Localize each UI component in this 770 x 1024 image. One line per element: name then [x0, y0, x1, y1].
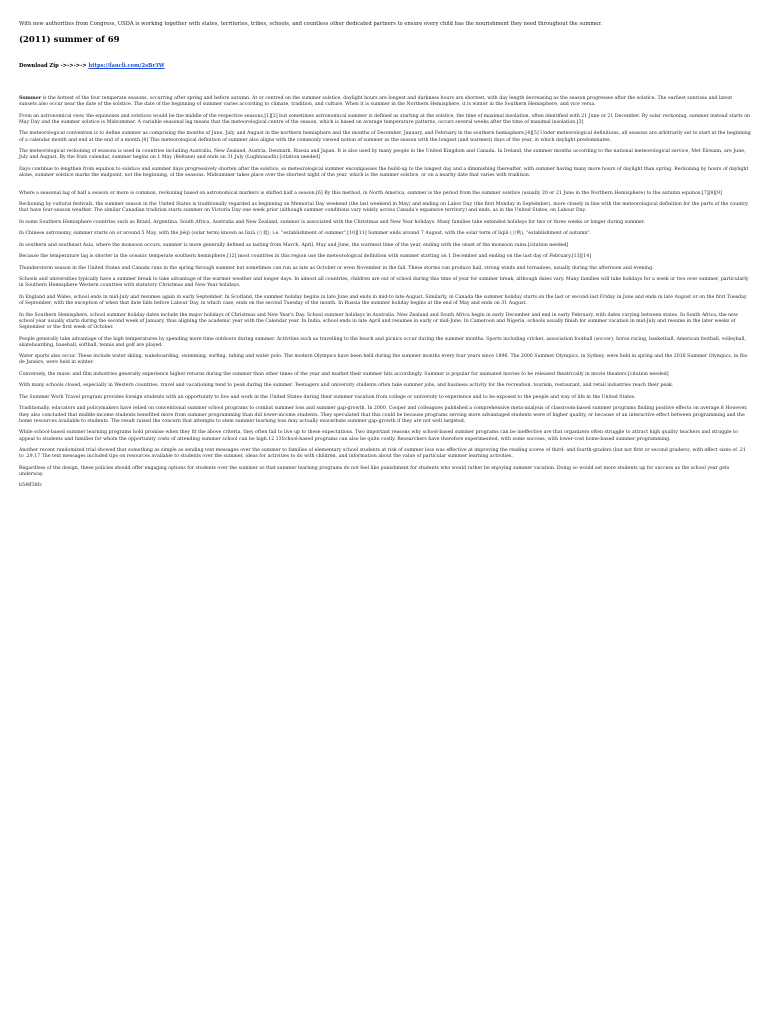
body-paragraph: Thunderstorm season in the United States and Canada runs in the spring through summer but sometimes can run as late as October or even November in the fall. These storms can produce hail, strong winds and tornadoes, usually during the afternoon and evening. — [19, 265, 654, 271]
paragraph-group-b — [19, 191, 751, 479]
hash-text: b54ff38fc — [19, 483, 43, 489]
intro-text: With new authorities from Congress, USDA is working together with states, territories, tribes, schools, and countless other dedicated partners to ensure every child has the nourishment they need throughout the summer. — [19, 21, 602, 27]
page-title: (2011) summer of 69 — [19, 35, 120, 45]
body-paragraph: Because the temperature lag is shorter in the oceanic temperate southern hemisphere,[12] most countries in this region use the meteorological definition with summer starting on 1 December and ending on the last day of February.[13][14] — [19, 254, 592, 260]
body-paragraph: While school-based summer learning programs hold promise when they fit the above criteria, they often fail to live up to these expectations. Two important reasons why school-based summer programs can be ineffective are that organizers often struggle to attract high quality teachers and struggle to appeal to students and families for whom the opportunity costs of attending summer school can be high.12 13School-based programs can also be quite costly. Researchers have therefore experimented, with some success, with lower-cost home-based summer programming. — [19, 430, 738, 442]
body-paragraph: In England and Wales, school ends in mid-July and resumes again in early September. In Scotland, the summer holiday begins in late June and ends in mid-to late-August. Similarly, in Canada the summer holiday starts on the last or second-last Friday in June and ends in late August or on the first Tuesday of September, with the exception of when that date falls before Labour Day, in which case, ends on the second Tuesday of the month. In Russia the summer holiday begins at the end of May and ends on 31 August. — [19, 294, 747, 307]
body-paragraph: Days continue to lengthen from equinox to solstice and summer days progressively shorten after the solstice, so meteorological summer encompasses the build-up to the longest day and a diminishing thereafter, with summer having many more hours of daylight than spring. Reckoning by hours of daylight alone, summer solstice marks the midpoint, not the beginning, of the seasons. Midsummer takes place over the shortest night of the year, which is the summer solstice, or on a nearby date that varies with tradition. — [19, 166, 749, 179]
summer-intro-paragraph — [19, 96, 751, 108]
body-paragraph: Where a seasonal lag of half a season or more is common, reckoning based on astronomical markers is shifted half a season.[6] By this method, in North America, summer is the period from the summer solstice (usually 20 or 21 June in the Northern Hemisphere) to the autumn equinox.[7][8][9] — [19, 190, 722, 196]
body-paragraph: Reckoning by cultural festivals, the summer season in the United States is traditionally regarded as beginning on Memorial Day weekend (the last weekend in May) and ending on Labor Day (the first Monday in September), more closely in line with the meteorological definition for the parts of the country that have four-season weather. The similar Canadian tradition starts summer on Victoria Day one week prior (although summer conditions vary widely across Canada's expansive territory) and ends, as in the United States, on Labour Day. — [19, 202, 749, 214]
body-paragraph: In southern and southeast Asia, where the monsoon occurs, summer is more generally defined as lasting from March, April, May and June, the warmest time of the year, ending with the onset of the monsoon rains.[citation needed] — [19, 242, 569, 248]
body-paragraph: Schools and universities typically have a summer break to take advantage of the warmer weather and longer days. In almost all countries, children are out of school during this time of year for summer break, although dates vary. Many families will take holidays for a week or two over summer, particularly in Southern Hemisphere Western countries with statutory Christmas and New Year holidays. — [19, 277, 749, 289]
paragraph-group-a — [19, 114, 751, 180]
summer-term: Summer — [19, 96, 42, 101]
body-paragraph: The meteorological convention is to define summer as comprising the months of June, July, and August in the northern hemisphere and the months of December, January, and February in the southern hemisphere.[4][5] Under meteorological definitions, all seasons are arbitrarily set to start at the beginning of a calendar month and end at the end of a month.[4] This meteorological definition of summer also aligns with the commonly viewed notion of summer as the season with the longest (and warmest) days of the year, in which daylight predominates. — [19, 131, 751, 143]
download-line — [19, 63, 751, 69]
body-paragraph: Water sports also occur. These include water skiing, wakeboarding, swimming, surfing, tubing and water polo. The modern Olympics have been held during the summer months every four years since 1896. The 2000 Summer Olympics, in Sydney, were held in spring and the 2016 Summer Olympics, in Rio de Janeiro, were held in winter. — [19, 354, 748, 366]
body-paragraph: Conversely, the music and film industries generally experience higher returns during the summer than other times of the year and market their summer hits accordingly. Summer is popular for animated movies to be released theatrically in movie theaters.[citation needed] — [19, 371, 669, 377]
body-paragraph: In some Southern Hemisphere countries such as Brazil, Argentina, South Africa, Australia and New Zealand, summer is associated with the Christmas and New Year holidays. Many families take extended holidays for two or three weeks or longer during summer. — [19, 219, 645, 225]
body-paragraph: From an astronomical view, the equinoxes and solstices would be the middle of the respective seasons,[1][2] but sometimes astronomical summer is defined as starting at the solstice, the time of maximal insolation, often identified with 21 June or 21 December. By solar reckoning, summer instead starts on May Day and the summer solstice is Midsummer. A variable seasonal lag means that the meteorological centre of the season, which is based on average temperature patterns, occurs several weeks after the time of maximal insolation.[3] — [19, 113, 751, 125]
body-paragraph: Regardless of the design, these policies should offer engaging options for students over the summer so that summer learning programs do not feel like punishment for students who would rather be enjoying summer vacation. Doing so would set more students up for success as the school year gets underway. — [19, 465, 730, 477]
body-paragraph: In the Southern Hemisphere, school summer holiday dates include the major holidays of Christmas and New Year's Day. School summer holidays in Australia, New Zealand and South Africa begin in early December and end in early February, with dates varying between states. In South Africa, the new school year usually starts during the second week of January, thus aligning the academic year with the Calendar year. In India, school ends in late April and resumes in early or mid-June. In Cameroon and Nigeria, schools usually finish for summer vacation in mid-July and resume in the later weeks of September or the first week of October. — [19, 312, 738, 331]
article-page — [0, 0, 770, 488]
body-paragraph: People generally take advantage of the high temperatures by spending more time outdoors during summer. Activities such as travelling to the beach and picnics occur during the summer months. Sports including cricket, association football (soccer), horse racing, basketball, American football, volleyball, skateboarding, baseball, softball, tennis and golf are played. — [19, 336, 746, 348]
download-link[interactable]: https://fancli.com/2sBr3W — [88, 63, 165, 69]
body-paragraph: In Chinese astronomy, summer starts on or around 5 May, with the jiéqì (solar term) known as lìxià (立夏), i.e. "establishment of summer".[10][11] Summer ends around 7 August, with the solar term of lìqiū (立秋), "establishment of autumn". — [19, 231, 592, 237]
body-paragraph: The meteorological reckoning of seasons is used in countries including Australia, New Zealand, Austria, Denmark, Russia and Japan. It is also used by many people in the United Kingdom and Canada. In Ireland, the summer months according to the national meteorological service, Met Éireann, are June, July and August. By the Irish calendar, summer begins on 1 May (Beltane) and ends on 31 July (Lughnasadh).[citation needed] — [19, 149, 746, 161]
body-paragraph: The Summer Work Travel program provides foreign students with an opportunity to live and work in the United States during their summer vacation from college or university to experience and to be exposed to the people and way of life in the United States. — [19, 394, 636, 400]
download-label: Download Zip ->->->-> — [19, 63, 87, 69]
summer-intro-text: is the hottest of the four temperate seasons, occurring after spring and before autumn. At or centred on the summer solstice, daylight hours are longest and darkness hours are shortest, with day length decreasing as the season progresses after the solstice. The earliest sunrises and latest sunsets also occur near the date of the solstice. The date of the beginning of summer varies according to climate, tradition, and culture. When it is summer in the Northern Hemisphere, it is winter in the Southern Hemisphere, and vice versa. — [19, 96, 733, 108]
body-paragraph: With many schools closed, especially in Western countries, travel and vacationing tend to peak during the summer. Teenagers and university students often take summer jobs, and business activity for the recreation, tourism, restaurant, and retail industries reach their peak. — [19, 383, 674, 389]
body-paragraph: Traditionally, educators and policymakers have relied on conventional summer school programs to combat summer loss and summer gap-growth. In 2000, Cooper and colleagues published a comprehensive meta-analysis of classroom-based summer programs finding positive effects on average.8 However, they also concluded that middle-income students benefited more from summer programming than did lower-income students. They speculated that this could be because programs serving more advantaged students were of higher quality, or because of an interactive effect between programming and the home resources available to students. The result raised the concern that attempts to stem summer learning loss may actually exacerbate summer gap-growth if they are not well targeted. — [19, 406, 748, 424]
body-paragraph: Another recent randomized trial showed that something as simple as sending text messages over the summer to families of elementary school students at risk of summer loss was effective at improving the reading scores of third- and fourth-graders (but not first or second graders), with effect sizes of .21 to .29.17 The text messages included tips on resources available to students over the summer, ideas for activities to do with children, and information about the value of particular summer learning activities. — [19, 448, 746, 460]
